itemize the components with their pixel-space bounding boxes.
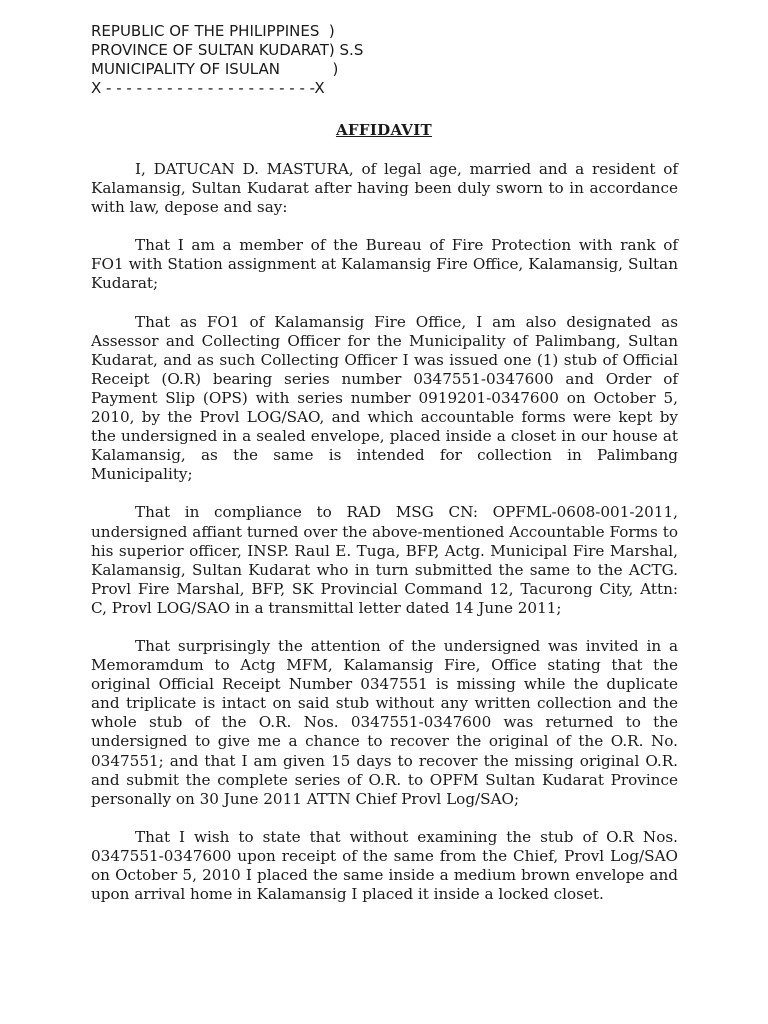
caption-separator: X - - - - - - - - - - - - - - - - - - - - -X <box>91 79 325 97</box>
case-caption <box>91 22 511 98</box>
paragraph-affiant-intro: I, DATUCAN D. MASTURA, of legal age, married and a resident of Kalamansig, Sultan Kudarat after having been duly sworn to in accordance with law, depose and say: <box>91 160 678 217</box>
paragraph-statement: That I wish to state that without examining the stub of O.R Nos. 0347551-0347600 upon receipt of the same from the Chief, Provl Log/SAO on October 5, 2010 I placed the same inside a medium brown envelope and upon arrival home in Kalamansig I placed it inside a locked closet. <box>91 827 678 904</box>
caption-line-province: PROVINCE OF SULTAN KUDARAT) S.S <box>91 41 364 59</box>
document-body <box>91 160 678 923</box>
document-title: AFFIDAVIT <box>335 121 433 139</box>
paragraph-designation: That as FO1 of Kalamansig Fire Office, I am also designated as Assessor and Collecting Officer for the Municipality of Palimbang, Sultan Kudarat, and as such Collecting Officer I was issued one (1) stub of Official Receipt (O.R) bearing series number 0347551-0347600 and Order of Payment Slip (OPS) with series number 0919201-0347600 on October 5, 2010, by the Provl LOG/SAO, and which accountable forms were kept by the undersigned in a sealed envelope, placed inside a closet in our house at Kalamansig, as the same is intended for collection in Palimbang Municipality; <box>91 312 678 484</box>
paragraph-memorandum: That surprisingly the attention of the undersigned was invited in a Memoramdum to Actg MFM, Kalamansig Fire, Office stating that the original Official Receipt Number 0347551 is missing while the duplicate and triplicate is intact on said stub without any written collection and the whole stub of the O.R. Nos. 0347551-0347600 was returned to the undersigned to give me a chance to recover the original of the O.R. No. 0347551; and that I am given 15 days to recover the missing original O.R. and submit the complete series of O.R. to OPFM Sultan Kudarat Province personally on 30 June 2011 ATTN Chief Provl Log/SAO; <box>91 636 678 808</box>
paragraph-membership: That I am a member of the Bureau of Fire Protection with rank of FO1 with Station assignment at Kalamansig Fire Office, Kalamansig, Sultan Kudarat; <box>91 236 678 293</box>
caption-line-municipality: MUNICIPALITY OF ISULAN ) <box>91 60 339 78</box>
caption-line-republic: REPUBLIC OF THE PHILIPPINES ) <box>91 22 335 40</box>
paragraph-turnover: That in compliance to RAD MSG CN: OPFML-0608-001-2011, undersigned affiant turned over the above-mentioned Accountable Forms to his superior officer, INSP. Raul E. Tuga, BFP, Actg. Municipal Fire Marshal, Kalamansig, Sultan Kudarat who in turn submitted the same to the ACTG. Provl Fire Marshal, BFP, SK Provincial Command 12, Tacurong City, Attn: C, Provl LOG/SAO in a transmittal letter dated 14 June 2011; <box>91 503 678 617</box>
